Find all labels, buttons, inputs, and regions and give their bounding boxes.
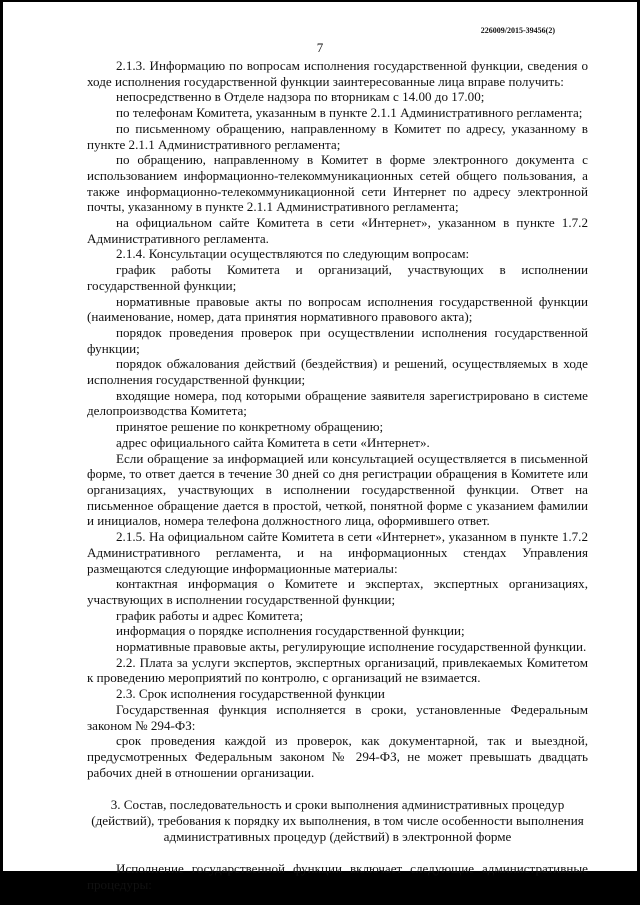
paragraph: график работы и адрес Комитета; bbox=[116, 607, 304, 623]
paragraph: 2.1.3. Информацию по вопросам исполнения государственной функции, сведения о ходе исполнения государственной функции заинтересованные лица вправе получить: bbox=[87, 58, 588, 89]
paragraph: порядок обжалования действий (бездействия) и решений, осуществляемых в ходе исполнения государственной функции; bbox=[87, 356, 588, 388]
paragraph: адрес официального сайта Комитета в сети «Интернет». bbox=[116, 434, 430, 450]
section-heading: 3. Состав, последовательность и сроки выполнения административных процедур (действий), требования к порядку их выполнения, в том числе особенности выполнения административных процедур (действий) в электронной форме bbox=[91, 797, 584, 844]
paragraph: 2.1.4. Консультации осуществляются по следующим вопросам: bbox=[116, 246, 470, 262]
paragraph: по обращению, направленному в Комитет в форме электронного документа с использованием информационно-телекоммуникационных сетей общего пользования, а также информационно-телекоммуникационной сети Интернет по адресу электронной почты, указанному в пункте 2.1.1 Административного регламента; bbox=[87, 152, 588, 215]
paragraph: 2.1.5. На официальном сайте Комитета в сети «Интернет», указанном в пункте 1.7.2 Административного регламента, и на информационных стендах Управления размещаются следующие информационные материалы: bbox=[87, 529, 588, 576]
page-number: 7 bbox=[316, 40, 324, 55]
document-number: 226009/2015-39456(2) bbox=[480, 26, 555, 35]
paragraph: срок проведения каждой из проверок, как документарной, так и выездной, предусмотренных Федеральным законом № 294-ФЗ, не может превышать двадцать рабочих дней в отношении организации. bbox=[87, 733, 588, 780]
paragraph: Если обращение за информацией или консультацией осуществляется в письменной форме, то ответ дается в течение 30 дней со дня регистрации обращения в Комитете или организациях, участвующих в исполнении государственной функции. Ответ на письменное обращение дается в простой, четкой, понятной форме с указанием фамилии и инициалов, номера телефона должностного лица, оформившего ответ. bbox=[87, 450, 588, 529]
paragraph: порядок проведения проверок при осуществлении исполнения государственной функции; bbox=[87, 324, 588, 356]
paragraph: на официальном сайте Комитета в сети «Интернет», указанном в пункте 1.7.2 Административного регламента. bbox=[87, 215, 588, 246]
paragraph: по телефонам Комитета, указанным в пункте 2.1.1 Административного регламента; bbox=[116, 105, 583, 121]
paragraph: Исполнение государственной функции включает следующие административные процедуры: bbox=[87, 861, 588, 893]
document-page bbox=[3, 2, 637, 893]
paragraph: входящие номера, под которыми обращение заявителя зарегистрировано в системе делопроизводства Комитета; bbox=[87, 387, 588, 419]
document-body bbox=[87, 58, 588, 893]
paragraph: принятое решение по конкретному обращению; bbox=[116, 419, 384, 435]
paragraph: 2.3. Срок исполнения государственной функции bbox=[116, 686, 385, 702]
paragraph: нормативные правовые акты по вопросам исполнения государственной функции (наименование, номер, дата принятия нормативного правового акта); bbox=[87, 293, 588, 325]
paragraph: нормативные правовые акты, регулирующие исполнение государственной функции. bbox=[116, 639, 587, 655]
paragraph: график работы Комитета и организаций, участвующих в исполнении государственной функции; bbox=[87, 262, 588, 293]
paragraph: Государственная функция исполняется в сроки, установленные Федеральным законом № 294-ФЗ: bbox=[87, 701, 588, 733]
paragraph: контактная информация о Комитете и экспертах, экспертных организациях, участвующих в исполнении государственной функции; bbox=[87, 576, 588, 607]
paragraph: информация о порядке исполнения государственной функции; bbox=[116, 623, 465, 639]
paragraph: 2.2. Плата за услуги экспертов, экспертных организаций, привлекаемых Комитетом к проведению мероприятий по контролю, с организаций не взимается. bbox=[87, 654, 588, 686]
paragraph: по письменному обращению, направленному в Комитет по адресу, указанному в пункте 2.1.1 Административного регламента; bbox=[87, 120, 588, 152]
paragraph: непосредственно в Отделе надзора по вторникам с 14.00 до 17.00; bbox=[116, 89, 485, 105]
